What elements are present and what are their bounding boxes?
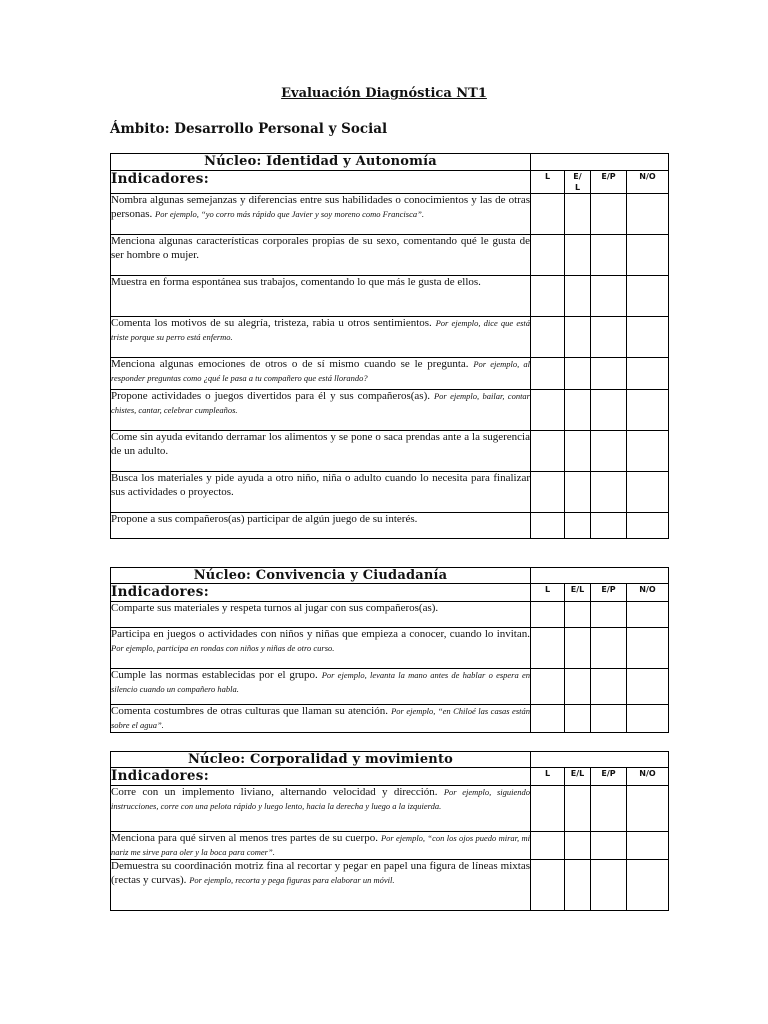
column-header-el: E/L — [565, 768, 591, 786]
mark-cell-no[interactable] — [627, 602, 669, 628]
table-row — [111, 669, 669, 705]
mark-cell-no[interactable] — [627, 472, 669, 513]
table-row — [111, 390, 669, 431]
mark-cell-l[interactable] — [531, 431, 565, 472]
mark-cell-el[interactable] — [565, 513, 591, 539]
table-row — [111, 602, 669, 628]
table-row — [111, 860, 669, 911]
indicator-text: Cumple las normas establecidas por el grupo. — [111, 669, 318, 681]
mark-cell-ep[interactable] — [591, 669, 627, 705]
mark-cell-el[interactable] — [565, 276, 591, 317]
indicator-cell — [111, 358, 531, 390]
column-header-ep: E/P — [591, 584, 627, 602]
table-row — [111, 431, 669, 472]
indicator-cell — [111, 235, 531, 276]
mark-cell-no[interactable] — [627, 628, 669, 669]
mark-cell-no[interactable] — [627, 860, 669, 911]
table-row — [111, 194, 669, 235]
mark-cell-l[interactable] — [531, 860, 565, 911]
column-header-el: E/ L — [565, 171, 591, 194]
indicator-example: Por ejemplo, “en Chiloé las casas están sobre el agua”. — [111, 706, 531, 730]
mark-cell-el[interactable] — [565, 390, 591, 431]
header-blank — [531, 568, 669, 584]
indicator-text: Menciona para qué sirven al menos tres partes de su cuerpo. — [111, 832, 378, 844]
mark-cell-ep[interactable] — [591, 860, 627, 911]
mark-cell-ep[interactable] — [591, 513, 627, 539]
indicator-cell — [111, 705, 531, 733]
mark-cell-l[interactable] — [531, 786, 565, 832]
indicator-text: Demuestra su coordinación motriz fina al recortar y pegar en papel una figura de líneas mixtas (rectas y curvas). — [111, 860, 530, 886]
mark-cell-no[interactable] — [627, 669, 669, 705]
indicator-example: Por ejemplo, “con los ojos puedo mirar, mi nariz me sirve para oler y la boca para comer”. — [111, 833, 530, 857]
indicator-cell — [111, 513, 531, 539]
indicator-text: Come sin ayuda evitando derramar los alimentos y se pone o saca prendas ante a la sugerencia de un adulto. — [111, 431, 530, 457]
mark-cell-l[interactable] — [531, 472, 565, 513]
mark-cell-el[interactable] — [565, 358, 591, 390]
mark-cell-ep[interactable] — [591, 705, 627, 733]
mark-cell-l[interactable] — [531, 194, 565, 235]
mark-cell-l[interactable] — [531, 513, 565, 539]
header-blank — [531, 154, 669, 171]
mark-cell-el[interactable] — [565, 786, 591, 832]
indicator-cell — [111, 276, 531, 317]
indicator-cell — [111, 860, 531, 911]
mark-cell-l[interactable] — [531, 669, 565, 705]
indicator-text: Comparte sus materiales y respeta turnos al jugar con sus compañeros(as). — [111, 602, 439, 614]
mark-cell-ep[interactable] — [591, 602, 627, 628]
column-header-l: L — [531, 768, 565, 786]
nucleo-title: Núcleo: Corporalidad y movimiento — [111, 752, 531, 768]
table-corporalidad-movimiento — [110, 751, 669, 911]
mark-cell-l[interactable] — [531, 832, 565, 860]
mark-cell-ep[interactable] — [591, 317, 627, 358]
table-row — [111, 705, 669, 733]
column-header-el: E/L — [565, 584, 591, 602]
mark-cell-ep[interactable] — [591, 472, 627, 513]
indicator-example: Por ejemplo, levanta la mano antes de hablar o espera en silencio cuando un compañero habla. — [111, 670, 531, 694]
nucleo-title: Núcleo: Identidad y Autonomía — [111, 154, 531, 171]
table-row — [111, 832, 669, 860]
mark-cell-el[interactable] — [565, 602, 591, 628]
indicators-header: Indicadores: — [111, 768, 531, 786]
indicator-cell — [111, 390, 531, 431]
mark-cell-no[interactable] — [627, 194, 669, 235]
indicator-example: Por ejemplo, “yo corro más rápido que Javier y soy moreno como Francisca”. — [155, 208, 424, 219]
indicator-text: Muestra en forma espontánea sus trabajos, comentando lo que más le gusta de ellos. — [111, 276, 481, 288]
table-row — [111, 472, 669, 513]
indicator-example: Por ejemplo, recorta y pega figuras para elaborar un móvil. — [189, 874, 395, 885]
table-row — [111, 358, 669, 390]
mark-cell-el[interactable] — [565, 705, 591, 733]
indicator-cell — [111, 431, 531, 472]
column-header-no: N/O — [627, 171, 669, 194]
column-header-no: N/O — [627, 768, 669, 786]
indicator-example: Por ejemplo, bailar, contar chistes, cantar, celebrar cumpleaños. — [111, 391, 530, 415]
table-row — [111, 317, 669, 358]
mark-cell-ep[interactable] — [591, 786, 627, 832]
indicator-text: Busca los materiales y pide ayuda a otro niño, niña o adulto cuando lo necesita para finalizar sus actividades o proyectos. — [111, 472, 530, 498]
mark-cell-ep[interactable] — [591, 194, 627, 235]
table-row — [111, 235, 669, 276]
mark-cell-no[interactable] — [627, 832, 669, 860]
mark-cell-el[interactable] — [565, 235, 591, 276]
indicator-cell — [111, 472, 531, 513]
mark-cell-l[interactable] — [531, 235, 565, 276]
indicators-header: Indicadores: — [111, 584, 531, 602]
table-identidad-autonomia — [110, 153, 669, 539]
indicator-cell — [111, 628, 531, 669]
table-row — [111, 628, 669, 669]
mark-cell-no[interactable] — [627, 705, 669, 733]
mark-cell-l[interactable] — [531, 390, 565, 431]
mark-cell-no[interactable] — [627, 431, 669, 472]
table-row — [111, 276, 669, 317]
mark-cell-ep[interactable] — [591, 832, 627, 860]
indicator-example: Por ejemplo, participa en rondas con niños y niñas de otro curso. — [111, 642, 335, 653]
mark-cell-el[interactable] — [565, 860, 591, 911]
indicator-cell — [111, 317, 531, 358]
mark-cell-el[interactable] — [565, 194, 591, 235]
indicator-example: Por ejemplo, siguiendo instrucciones, corre con una pelota rápido y luego lento, hacia la derecha y luego a la izquierda. — [111, 787, 530, 811]
indicator-text: Propone actividades o juegos divertidos para él y sus compañeros(as). — [111, 390, 430, 402]
column-header-ep: E/P — [591, 768, 627, 786]
column-header-no: N/O — [627, 584, 669, 602]
indicator-example: Por ejemplo, dice que está triste porque su perro está enfermo. — [111, 318, 531, 342]
page-title: Evaluación Diagnóstica NT1 — [281, 86, 487, 101]
indicator-text: Comenta costumbres de otras culturas que llaman su atención. — [111, 705, 388, 717]
mark-cell-l[interactable] — [531, 602, 565, 628]
mark-cell-ep[interactable] — [591, 235, 627, 276]
mark-cell-no[interactable] — [627, 513, 669, 539]
column-header-ep: E/P — [591, 171, 627, 194]
indicator-text: Menciona algunas características corporales propias de su sexo, comentando qué le gusta de ser hombre o mujer. — [111, 235, 530, 261]
mark-cell-no[interactable] — [627, 317, 669, 358]
indicator-cell — [111, 669, 531, 705]
mark-cell-no[interactable] — [627, 786, 669, 832]
mark-cell-ep[interactable] — [591, 276, 627, 317]
mark-cell-el[interactable] — [565, 431, 591, 472]
mark-cell-ep[interactable] — [591, 390, 627, 431]
table-convivencia-ciudadania — [110, 567, 669, 733]
column-header-l: L — [531, 171, 565, 194]
indicator-example: Por ejemplo, al responder preguntas como ¿qué le pasa a tu compañero que está llorando? — [111, 359, 530, 383]
nucleo-title: Núcleo: Convivencia y Ciudadanía — [111, 568, 531, 584]
mark-cell-ep[interactable] — [591, 358, 627, 390]
mark-cell-ep[interactable] — [591, 431, 627, 472]
indicator-text: Comenta los motivos de su alegría, tristeza, rabia u otros sentimientos. — [111, 317, 432, 329]
mark-cell-no[interactable] — [627, 390, 669, 431]
column-header-l: L — [531, 584, 565, 602]
indicator-text: Participa en juegos o actividades con niños y niñas que empieza a conocer, cuando lo invitan. — [111, 628, 530, 640]
indicators-header: Indicadores: — [111, 171, 531, 194]
mark-cell-no[interactable] — [627, 276, 669, 317]
mark-cell-el[interactable] — [565, 472, 591, 513]
indicator-text: Corre con un implemento liviano, alternando velocidad y dirección. — [111, 786, 438, 798]
mark-cell-no[interactable] — [627, 235, 669, 276]
mark-cell-l[interactable] — [531, 628, 565, 669]
indicator-cell — [111, 602, 531, 628]
mark-cell-no[interactable] — [627, 358, 669, 390]
table-row — [111, 786, 669, 832]
mark-cell-l[interactable] — [531, 317, 565, 358]
mark-cell-el[interactable] — [565, 669, 591, 705]
indicator-cell — [111, 194, 531, 235]
mark-cell-l[interactable] — [531, 705, 565, 733]
mark-cell-el[interactable] — [565, 832, 591, 860]
indicator-text: Menciona algunas emociones de otros o de sí mismo cuando se le pregunta. — [111, 358, 469, 370]
indicator-text: Propone a sus compañeros(as) participar de algún juego de su interés. — [111, 513, 418, 525]
indicator-cell — [111, 832, 531, 860]
mark-cell-el[interactable] — [565, 628, 591, 669]
mark-cell-l[interactable] — [531, 276, 565, 317]
mark-cell-el[interactable] — [565, 317, 591, 358]
table-row — [111, 513, 669, 539]
mark-cell-ep[interactable] — [591, 628, 627, 669]
indicator-cell — [111, 786, 531, 832]
ambito-heading: Ámbito: Desarrollo Personal y Social — [110, 121, 388, 137]
mark-cell-l[interactable] — [531, 358, 565, 390]
indicator-text: Nombra algunas semejanzas y diferencias entre sus habilidades o conocimientos y las de otras personas. — [111, 194, 530, 220]
header-blank — [531, 752, 669, 768]
